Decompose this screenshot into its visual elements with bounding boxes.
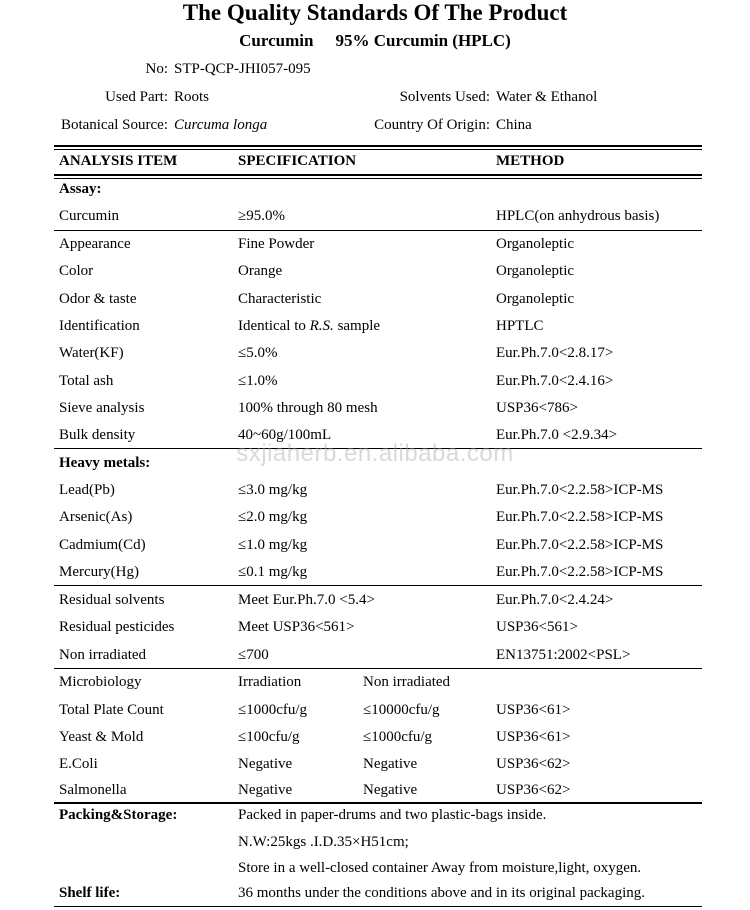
row-salmonella-item: Salmonella	[59, 782, 127, 798]
bottom-rule	[54, 906, 702, 907]
no-value: STP-QCP-JHI057-095	[174, 61, 311, 77]
row-ecoli-irr: Negative	[238, 756, 293, 772]
row-odor-spec: Characteristic	[238, 291, 322, 307]
row-sieve-item: Sieve analysis	[59, 400, 145, 416]
row-ash-spec: ≤1.0%	[238, 373, 278, 389]
row-residual-pesticides-spec: Meet USP36<561>	[238, 619, 355, 635]
row-color-spec: Orange	[238, 263, 283, 279]
used-part-value: Roots	[174, 89, 210, 105]
row-color-item: Color	[59, 263, 94, 279]
origin-value: China	[496, 117, 532, 133]
rule-after-micro	[54, 802, 702, 804]
assay-method: HPLC(on anhydrous basis)	[496, 208, 660, 224]
row-salmonella-method: USP36<62>	[496, 782, 571, 798]
row-salmonella-nonirr: Negative	[363, 782, 418, 798]
header-rule-bottom	[54, 174, 702, 176]
row-appearance-method: Organoleptic	[496, 236, 575, 252]
row-yeast-item: Yeast & Mold	[59, 729, 144, 745]
botanical-label: Botanical Source:	[60, 117, 168, 133]
no-label: No:	[145, 61, 168, 77]
row-yeast-irr: ≤100cfu/g	[238, 729, 300, 745]
used-part-label: Used Part:	[105, 89, 168, 105]
row-water-method: Eur.Ph.7.0<2.8.17>	[496, 345, 614, 361]
row-salmonella-irr: Negative	[238, 782, 293, 798]
row-mercury-item: Mercury(Hg)	[59, 564, 139, 580]
watermark: sxjiaherb.en.alibaba.com	[236, 440, 514, 467]
row-odor-method: Organoleptic	[496, 291, 575, 307]
row-water-spec: ≤5.0%	[238, 345, 278, 361]
row-tpc-nonirr: ≤10000cfu/g	[363, 702, 440, 718]
packing-line-1: Packed in paper-drums and two plastic-bags inside.	[238, 807, 547, 823]
product-name: Curcumin	[239, 31, 314, 50]
row-ash-item: Total ash	[59, 373, 114, 389]
header-rule-top-thin	[54, 149, 702, 150]
row-identification-spec: Identical to R.S. sample	[238, 318, 381, 334]
assay-spec: ≥95.0%	[238, 208, 285, 224]
origin-label: Country Of Origin:	[374, 117, 490, 133]
heavy-section-label: Heavy metals:	[59, 455, 151, 471]
header-specification: SPECIFICATION	[238, 153, 357, 169]
row-water-item: Water(KF)	[59, 345, 124, 361]
rs-italic: R.S.	[309, 318, 334, 334]
row-ecoli-method: USP36<62>	[496, 756, 571, 772]
header-rule-bottom-thin	[54, 178, 702, 179]
row-arsenic-method: Eur.Ph.7.0<2.2.58>ICP-MS	[496, 509, 664, 525]
row-non-irradiated-item: Non irradiated	[59, 647, 147, 663]
row-yeast-method: USP36<61>	[496, 729, 571, 745]
micro-label: Microbiology	[59, 674, 142, 690]
row-residual-pesticides-item: Residual pesticides	[59, 619, 175, 635]
botanical-value: Curcuma longa	[174, 117, 268, 133]
shelf-life-value: 36 months under the conditions above and in its original packaging.	[238, 885, 646, 901]
row-tpc-method: USP36<61>	[496, 702, 571, 718]
row-non-irradiated-spec: ≤700	[238, 647, 269, 663]
packing-line-2: N.W:25kgs .I.D.35×H51cm;	[238, 834, 409, 850]
micro-col-irradiation: Irradiation	[238, 674, 302, 690]
row-cadmium-spec: ≤1.0 mg/kg	[238, 537, 308, 553]
header-analysis-item: ANALYSIS ITEM	[59, 153, 178, 169]
row-tpc-item: Total Plate Count	[59, 702, 164, 718]
row-tpc-irr: ≤1000cfu/g	[238, 702, 308, 718]
solvents-label: Solvents Used:	[399, 89, 490, 105]
row-arsenic-item: Arsenic(As)	[59, 509, 133, 525]
row-residual-solvents-method: Eur.Ph.7.0<2.4.24>	[496, 592, 614, 608]
row-appearance-item: Appearance	[59, 236, 131, 252]
row-appearance-spec: Fine Powder	[238, 236, 315, 252]
header-rule-top	[54, 145, 702, 147]
product-subtitle	[0, 31, 750, 51]
assay-section-label: Assay:	[59, 181, 102, 197]
row-ecoli-nonirr: Negative	[363, 756, 418, 772]
row-ecoli-item: E.Coli	[59, 756, 98, 772]
shelf-life-label: Shelf life:	[59, 885, 121, 901]
assay-item: Curcumin	[59, 208, 119, 224]
rule-after-assay	[54, 230, 702, 231]
document-title: The Quality Standards Of The Product	[182, 0, 568, 25]
row-sieve-spec: 100% through 80 mesh	[238, 400, 378, 416]
row-non-irradiated-method: EN13751:2002<PSL>	[496, 647, 631, 663]
row-identification-item: Identification	[59, 318, 140, 334]
row-sieve-method: USP36<786>	[496, 400, 578, 416]
packing-line-3: Store in a well-closed container Away from moisture,light, oxygen.	[238, 860, 642, 876]
row-residual-solvents-item: Residual solvents	[59, 592, 165, 608]
solvents-value: Water & Ethanol	[496, 89, 598, 105]
row-yeast-nonirr: ≤1000cfu/g	[363, 729, 433, 745]
row-mercury-method: Eur.Ph.7.0<2.2.58>ICP-MS	[496, 564, 664, 580]
row-arsenic-spec: ≤2.0 mg/kg	[238, 509, 308, 525]
product-spec: 95% Curcumin (HPLC)	[335, 31, 511, 50]
header-method: METHOD	[496, 153, 565, 169]
row-identification-method: HPTLC	[496, 318, 544, 334]
row-lead-item: Lead(Pb)	[59, 482, 115, 498]
row-bulk-item: Bulk density	[59, 427, 136, 443]
row-bulk-method: Eur.Ph.7.0 <2.9.34>	[496, 427, 618, 443]
row-residual-solvents-spec: Meet Eur.Ph.7.0 <5.4>	[238, 592, 375, 608]
row-lead-spec: ≤3.0 mg/kg	[238, 482, 308, 498]
row-mercury-spec: ≤0.1 mg/kg	[238, 564, 308, 580]
row-bulk-spec: 40~60g/100mL	[238, 427, 332, 443]
rule-after-residual	[54, 668, 702, 669]
row-lead-method: Eur.Ph.7.0<2.2.58>ICP-MS	[496, 482, 664, 498]
rule-after-heavy	[54, 585, 702, 586]
row-color-method: Organoleptic	[496, 263, 575, 279]
row-cadmium-item: Cadmium(Cd)	[59, 537, 146, 553]
row-ash-method: Eur.Ph.7.0<2.4.16>	[496, 373, 614, 389]
micro-col-non-irradiated: Non irradiated	[363, 674, 451, 690]
packing-label: Packing&Storage:	[59, 807, 178, 823]
row-cadmium-method: Eur.Ph.7.0<2.2.58>ICP-MS	[496, 537, 664, 553]
row-odor-item: Odor & taste	[59, 291, 137, 307]
row-residual-pesticides-method: USP36<561>	[496, 619, 578, 635]
